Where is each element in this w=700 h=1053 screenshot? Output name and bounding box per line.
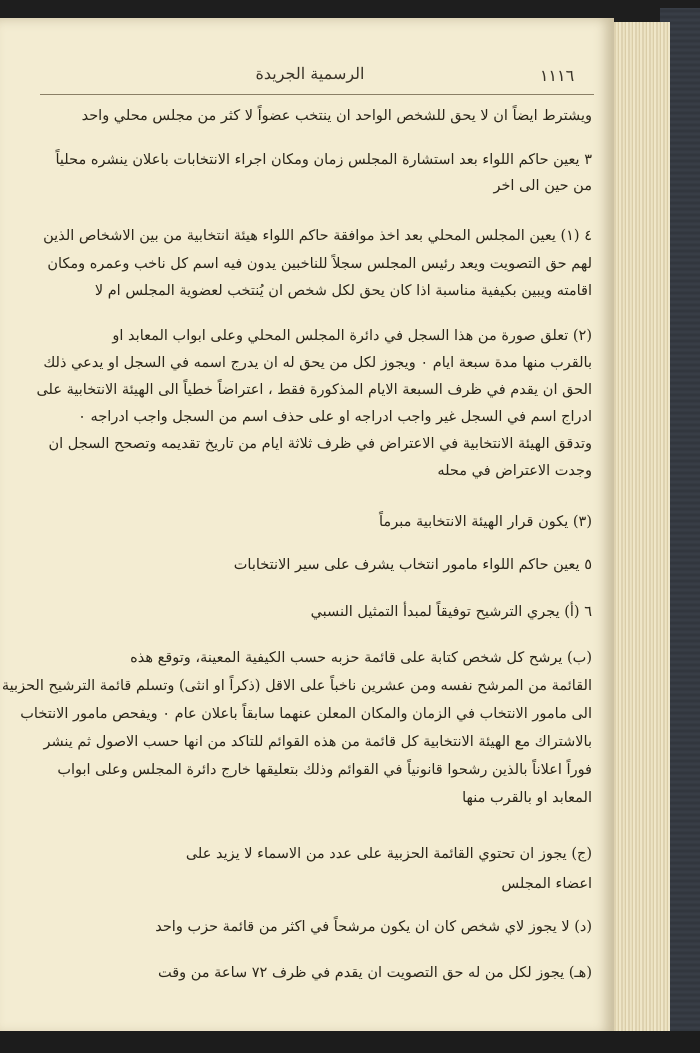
- text-line: الى مامور الانتخاب في الزمان والمكان المعلن عنهما سابقاً باعلان عام ٠ ويفحص مامور الانتخاب: [20, 706, 592, 722]
- text-line: ٣ يعين حاكم اللواء بعد استشارة المجلس زمان ومكان اجراء الانتخابات باعلان ينشره محلياً: [55, 152, 592, 168]
- text-line: القائمة من المرشح نفسه ومن عشرين ناخباً على الاقل (ذكراً او انثى) وتسلم قائمة الترشيح الحزبية: [1, 678, 592, 694]
- text-line: المعابد او بالقرب منها: [462, 790, 592, 806]
- text-line: بالاشتراك مع الهيئة الانتخابية كل قائمة من هذه القوائم للتاكد من انها حسب الاصول ثم ينشر: [43, 734, 592, 750]
- text-line: من حين الى اخر: [493, 178, 592, 194]
- text-line: وجدت الاعتراض في محله: [437, 463, 592, 479]
- text-line: اقامته ويبين بكيفية مناسبة اذا كان يحق لكل شخص ان يُنتخب لعضوية المجلس ام لا: [94, 283, 592, 299]
- text-line: بالقرب منها مدة سبعة ايام ٠ ويجوز لكل من يحق له ان يدرج اسمه في السجل او يدعي ذلك: [43, 355, 592, 371]
- text-line: اعضاء المجلس: [501, 876, 592, 892]
- text-line: ادراج اسم في السجل غير واجب ادراجه او على حذف اسم من السجل واجب ادراجه ٠: [78, 409, 592, 425]
- text-line: ٥ يعين حاكم اللواء مامور انتخاب يشرف على سير الانتخابات: [233, 557, 592, 573]
- header-rule: [40, 94, 594, 95]
- text-line: (هـ) يجوز لكل من له حق التصويت ان يقدم في ظرف ٧٢ ساعة من وقت: [157, 965, 592, 981]
- text-line: (ج) يجوز ان تحتوي القائمة الحزبية على عدد من الاسماء لا يزيد على: [185, 846, 592, 862]
- text-line: (ب) يرشح كل شخص كتابة على قائمة حزبه حسب الكيفية المعينة، وتوقع هذه: [130, 650, 592, 666]
- text-line: ٤ (١) يعين المجلس المحلي بعد اخذ موافقة حاكم اللواء هيئة انتخابية من بين الاشخاص الذين: [43, 228, 592, 244]
- text-line: ٦ (أ) يجري الترشيح توفيقاً لمبدأ التمثيل النسبي: [310, 604, 592, 620]
- document-page: [0, 18, 614, 1035]
- text-line: ويشترط ايضاً ان لا يحق للشخص الواحد ان ينتخب عضواً لا كثر من مجلس محلي واحد: [81, 108, 592, 124]
- text-line: وتدقق الهيئة الانتخابية في الاعتراض في ظرف ثلاثة ايام من تاريخ تقديمه وتصحح السجل ان: [48, 436, 592, 452]
- scan-background-bottom: [0, 1031, 700, 1053]
- running-title: الرسمية الجريدة: [255, 64, 365, 83]
- page-number: ١١١٦: [539, 66, 575, 85]
- text-line: الحق ان يقدم في ظرف السبعة الايام المذكورة فقط ، اعتراضاً خطياً الى الهيئة الانتخابية على: [36, 382, 592, 398]
- page-block-edges: [612, 22, 670, 1032]
- text-line: لهم حق التصويت ويعد رئيس المجلس سجلاً للناخبين يدون فيه اسم كل ناخب وعمره ومكان: [47, 256, 592, 272]
- text-line: (د) لا يجوز لاي شخص كان ان يكون مرشحاً في اكثر من قائمة حزب واحد: [155, 919, 592, 935]
- text-line: (٢) تعلق صورة من هذا السجل في دائرة المجلس المحلي وعلى ابواب المعابد او: [112, 328, 592, 344]
- text-line: (٣) يكون قرار الهيئة الانتخابية مبرماً: [379, 514, 592, 530]
- text-line: فوراً اعلاناً بالذين رشحوا قانونياً في القوائم وذلك بتعليقها خارج دائرة المجلس وعلى ابواب: [57, 762, 592, 778]
